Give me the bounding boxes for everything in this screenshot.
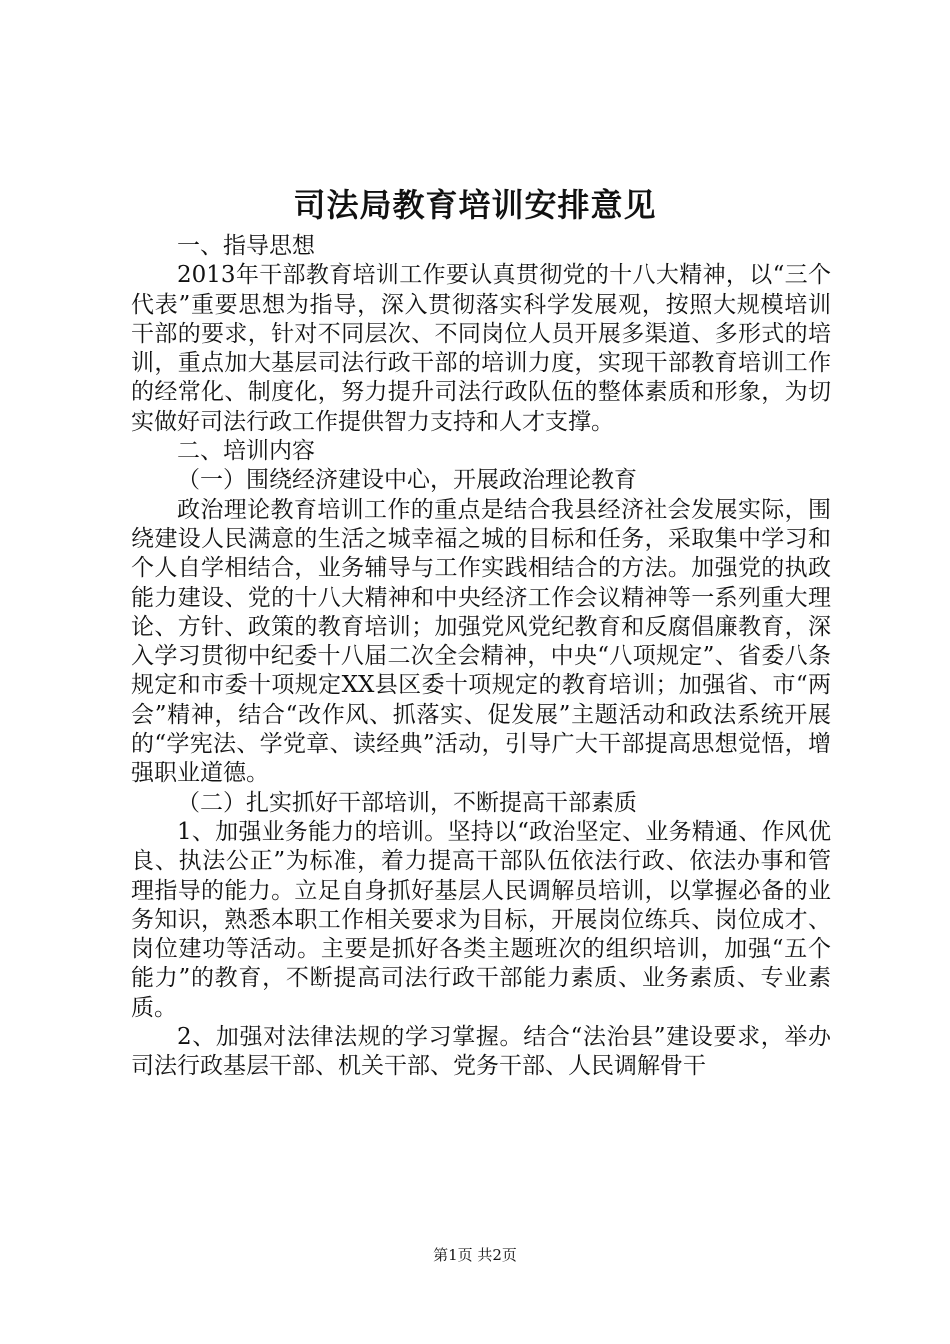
body-paragraph: 2、加强对法律法规的学习掌握。结合“法治县”建设要求，举办司法行政基层干部、机关干部、党务干部、人民调解骨干 [131, 1024, 831, 1080]
subsection-heading: （二）扎实抓好干部培训，不断提高干部素质 [177, 789, 637, 816]
subsection-heading: （一）围绕经济建设中心，开展政治理论教育 [177, 467, 637, 494]
page-number-footer: 第1页 共2页 [433, 1246, 517, 1264]
document-title: 司法局教育培训安排意见 [293, 186, 657, 224]
body-paragraph: 2013年干部教育培训工作要认真贯彻党的十八大精神，以“三个代表”重要思想为指导，深入贯彻落实科学发展观，按照大规模培训干部的要求，针对不同层次、不同岗位人员开展多渠道、多形式的培训，重点加大基层司法行政干部的培训力度，实现干部教育培训工作的经常化、制度化，努力提升司法行政队伍的整体素质和形象，为切实做好司法行政工作提供智力支持和人才支撑。 [131, 262, 831, 435]
body-paragraph: 1、加强业务能力的培训。坚持以“政治坚定、业务精通、作风优良、执法公正”为标准，着力提高干部队伍依法行政、依法办事和管理指导的能力。立足自身抓好基层人民调解员培训，以掌握必备的业务知识，熟悉本职工作相关要求为目标，开展岗位练兵、岗位成才、岗位建功等活动。主要是抓好各类主题班次的组织培训，加强“五个能力”的教育，不断提高司法行政干部能力素质、业务素质、专业素质。 [131, 818, 831, 1021]
section-heading: 一、指导思想 [177, 233, 315, 259]
section-heading: 二、培训内容 [177, 438, 315, 465]
document-body [131, 232, 831, 1082]
body-paragraph: 政治理论教育培训工作的重点是结合我县经济社会发展实际，围绕建设人民满意的生活之城幸福之城的目标和任务，采取集中学习和个人自学相结合，业务辅导与工作实践相结合的方法。加强党的执政能力建设、党的十八大精神和中央经济工作会议精神等一系列重大理论、方针、政策的教育培训；加强党风党纪教育和反腐倡廉教育，深入学习贯彻中纪委十八届二次全会精神，中央“八项规定”、省委八条规定和市委十项规定XX县区委十项规定的教育培训；加强省、市“两会”精神，结合“改作风、抓落实、促发展”主题活动和政法系统开展的“学宪法、学党章、读经典”活动，引导广大干部提高思想觉悟，增强职业道德。 [131, 496, 831, 787]
